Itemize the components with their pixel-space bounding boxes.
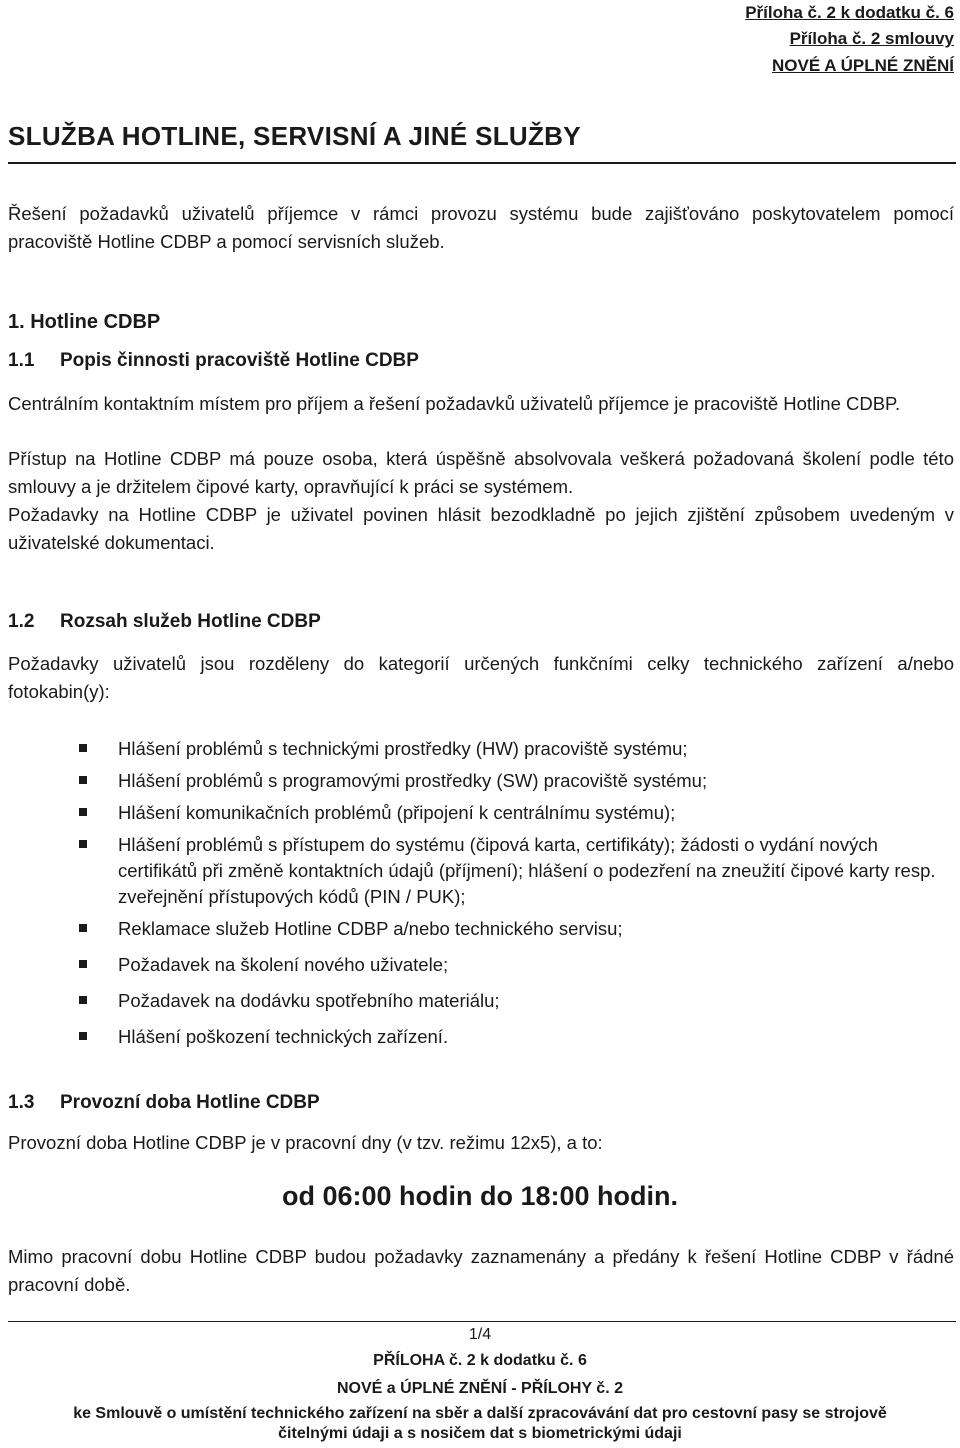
list-item [78, 832, 958, 910]
bullet-square-icon [79, 776, 87, 784]
bullet-square-icon [79, 840, 87, 848]
list-item [78, 800, 958, 826]
list-item [78, 952, 958, 978]
page-title: SLUŽBA HOTLINE, SERVISNÍ A JINÉ SLUŽBY [8, 118, 956, 164]
subsection-heading-1-2 [8, 611, 321, 633]
header-contract-line: Příloha č. 2 smlouvy [789, 29, 954, 48]
subsection-heading-1-3 [8, 1092, 320, 1114]
footer-contract-line-2: čitelnými údaji a s nosičem dat s biometrickými údaji [278, 1425, 682, 1442]
list-item [78, 1024, 958, 1050]
list-item-text: Požadavek na dodávku spotřebního materiálu; [118, 990, 500, 1011]
bullet-square-icon [79, 960, 87, 968]
list-item-text: Hlášení problémů s programovými prostředky (SW) pracoviště systému; [118, 770, 708, 791]
list-item-text: Požadavek na školení nového uživatele; [118, 954, 449, 975]
list-item-text: Reklamace služeb Hotline CDBP a/nebo technického servisu; [118, 918, 623, 939]
paragraph-access: Přístup na Hotline CDBP má pouze osoba, která úspěšně absolvovala veškerá požadovaná školení podle této smlouvy a je držitelem čipové karty, opravňující k práci se systémem. [8, 448, 954, 497]
paragraph-reporting: Požadavky na Hotline CDBP je uživatel povinen hlásit bezodkladně po jejich zjištění způsobem uvedeným v uživatelské dokumentaci. [8, 504, 954, 553]
paragraph-categories: Požadavky uživatelů jsou rozděleny do kategorií určených funkčními celky technického zařízení a/nebo fotokabin(y): [8, 653, 954, 702]
header-annex-line: Příloha č. 2 k dodatku č. 6 [745, 3, 954, 22]
subsection-title: Provozní doba Hotline CDBP [60, 1092, 320, 1113]
bullet-square-icon [79, 744, 87, 752]
intro-paragraph: Řešení požadavků uživatelů příjemce v rámci provozu systému bude zajišťováno poskytovatelem pomocí pracoviště Hotline CDBP a pomocí servisních služeb. [8, 203, 954, 252]
bullet-square-icon [79, 808, 87, 816]
subsection-number: 1.2 [8, 611, 35, 632]
list-item-text: Hlášení poškození technických zařízení. [118, 1026, 449, 1047]
header-version-line: NOVÉ A ÚPLNÉ ZNĚNÍ [772, 56, 954, 75]
subsection-number: 1.1 [8, 350, 35, 371]
paragraph-operating-hours: Provozní doba Hotline CDBP je v pracovní dny (v tzv. režimu 12x5), a to: [8, 1132, 603, 1153]
list-item [78, 768, 958, 794]
list-item [78, 916, 958, 942]
list-item [78, 736, 958, 762]
list-item-text: Hlášení problémů s technickými prostředky (HW) pracoviště systému; [118, 738, 688, 759]
paragraph-contact-point: Centrálním kontaktním místem pro příjem a řešení požadavků uživatelů příjemce je pracoviště Hotline CDBP. [8, 393, 901, 414]
subsection-heading-1-1 [8, 350, 419, 372]
request-category-list [78, 736, 958, 1050]
bullet-square-icon [79, 924, 87, 932]
section-heading-hotline: 1. Hotline CDBP [8, 311, 161, 333]
list-item [78, 988, 958, 1014]
subsection-number: 1.3 [8, 1092, 35, 1113]
operating-hours-highlight: od 06:00 hodin do 18:00 hodin. [281, 1181, 679, 1211]
paragraph-off-hours: Mimo pracovní dobu Hotline CDBP budou požadavky zaznamenány a předány k řešení Hotline CDBP v řádné pracovní době. [8, 1246, 954, 1295]
bullet-square-icon [79, 996, 87, 1004]
subsection-title: Rozsah služeb Hotline CDBP [60, 611, 321, 632]
footer-annex-line: PŘÍLOHA č. 2 k dodatku č. 6 [373, 1352, 587, 1369]
bullet-square-icon [79, 1032, 87, 1040]
footer-contract-line: ke Smlouvě o umístění technického zařízení na sběr a další zpracovávání dat pro cestovní pasy se strojově [73, 1405, 887, 1422]
subsection-title: Popis činnosti pracoviště Hotline CDBP [60, 350, 419, 371]
page-number: 1/4 [468, 1326, 492, 1343]
footer-version-line: NOVÉ a ÚPLNÉ ZNĚNÍ - PŘÍLOHY č. 2 [337, 1380, 623, 1397]
list-item-text: Hlášení komunikačních problémů (připojení k centrálnímu systému); [118, 802, 676, 823]
footer-divider [8, 1321, 956, 1322]
list-item-text: Hlášení problémů s přístupem do systému (čipová karta, certifikáty); žádosti o vydání nových certifikátů při změně kontaktních údajů (příjmení); hlášení o podezření na zneužití čipové karty resp. zveřejnění přístupových kódů (PIN / PUK); [118, 834, 936, 907]
